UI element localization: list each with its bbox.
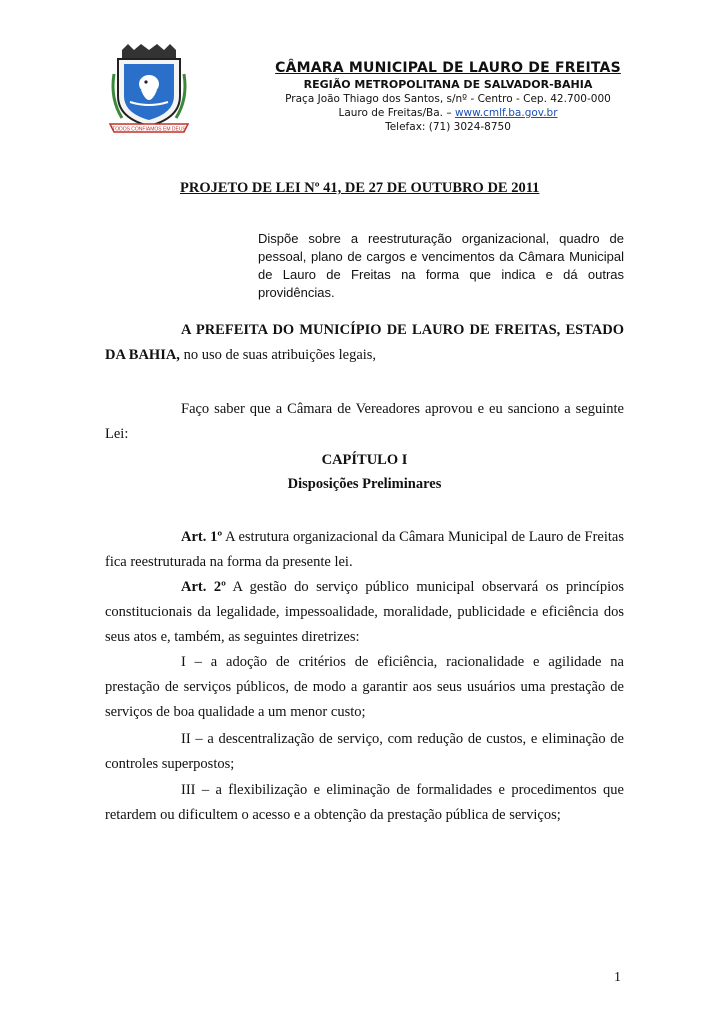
preamble-authority: A PREFEITA DO MUNICÍPIO DE LAURO DE FREITAS, ESTADO DA BAHIA, [105,322,624,363]
article-1: Art. 1º A estrutura organizacional da Câmara Municipal de Lauro de Freitas fica reestruturada na forma da presente lei. [105,529,624,570]
chapter-heading: CAPÍTULO I [321,452,408,468]
logo-motto: TODOS CONFIAMOS EM DEUS [112,126,186,133]
institution-phone: Telefax: (71) 3024-8750 [385,121,511,133]
institution-city-line: Lauro de Freitas/Ba. – www.cmlf.ba.gov.br [338,107,558,119]
article-2-item-ii: II – a descentralização de serviço, com redução de custos, e eliminação de controles superpostos; [105,731,624,772]
preamble: A PREFEITA DO MUNICÍPIO DE LAURO DE FREITAS, ESTADO DA BAHIA, no uso de suas atribuições legais, [105,322,624,363]
page-number: 1 [614,970,621,985]
institution-address: Praça João Thiago dos Santos, s/nº - Centro - Cep. 42.700-000 [285,93,611,105]
article-2-item-iii: III – a flexibilização e eliminação de formalidades e procedimentos que retardem ou dificultem o acesso e a obtenção da prestação pública de serviços; [105,782,624,823]
enactment-clause: Faço saber que a Câmara de Vereadores aprovou e eu sanciono a seguinte Lei: [105,401,624,442]
institution-title: CÂMARA MUNICIPAL DE LAURO DE FREITAS [275,60,621,76]
document-title: PROJETO DE LEI Nº 41, DE 27 DE OUTUBRO DE 2011 [180,180,540,196]
institution-region: REGIÃO METROPOLITANA DE SALVADOR-BAHIA [303,78,593,91]
letterhead [248,60,648,134]
ementa: Dispõe sobre a reestruturação organizacional, quadro de pessoal, plano de cargos e vencimentos da Câmara Municipal de Lauro de Freitas na forma que indica e dá outras providências. [258,231,624,300]
coat-of-arms-logo [108,44,190,136]
chapter-title: Disposições Preliminares [287,476,442,492]
article-2-item-i: I – a adoção de critérios de eficiência, racionalidade e agilidade na prestação de serviços públicos, de modo a garantir aos seus usuários uma prestação de serviços de boa qualidade a um menor custo; [105,654,624,720]
website-link[interactable]: www.cmlf.ba.gov.br [454,107,558,119]
article-2: Art. 2º A gestão do serviço público municipal observará os princípios constitucionais da legalidade, impessoalidade, moralidade, publicidade e eficiência dos seus atos e, também, as seguintes diretrizes: [105,579,624,645]
